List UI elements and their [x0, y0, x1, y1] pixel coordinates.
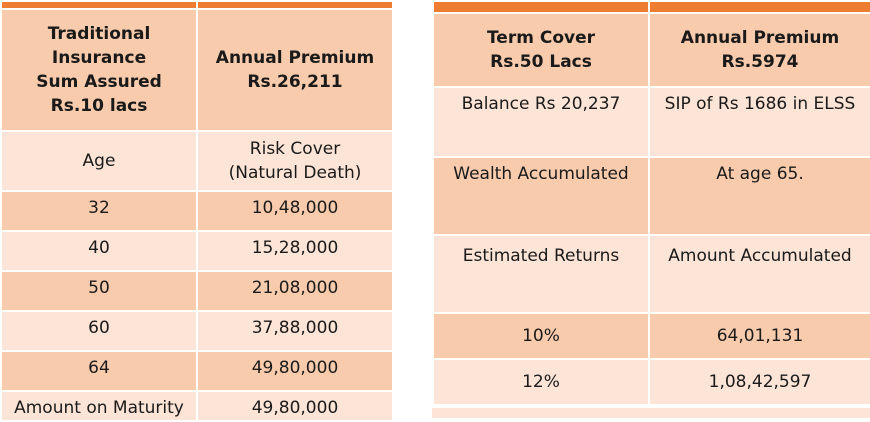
accent-bar — [649, 1, 870, 13]
cover-cell: 15,28,000 — [197, 231, 393, 271]
age-cell: 32 — [1, 191, 197, 231]
table-row — [1, 271, 393, 311]
header-line: Traditional — [47, 24, 151, 44]
maturity-row — [1, 391, 393, 421]
returns-label-cell: Estimated Returns — [433, 235, 649, 313]
age-cell: 64 — [1, 351, 197, 391]
cover-cell: 10,48,000 — [197, 191, 393, 231]
cover-cell: 21,08,000 — [197, 271, 393, 311]
maturity-value: 49,80,000 — [197, 391, 393, 421]
sip-cell: SIP of Rs 1686 in ELSS — [649, 87, 870, 157]
term-cover-table — [432, 0, 870, 406]
table-row — [433, 157, 870, 235]
header-line: Rs.10 lacs — [50, 96, 148, 116]
age-cell: At age 65. — [649, 157, 870, 235]
header-line: Annual Premium — [215, 48, 375, 68]
accent-bar — [197, 1, 393, 9]
header-line: Rs.50 Lacs — [490, 52, 592, 72]
table-row — [433, 235, 870, 313]
age-cell: 40 — [1, 231, 197, 271]
balance-cell: Balance Rs 20,237 — [433, 87, 649, 157]
table-row — [433, 87, 870, 157]
table-row — [1, 351, 393, 391]
accent-bar — [1, 1, 197, 9]
rate-cell: 12% — [433, 359, 649, 405]
label-line: Risk Cover — [249, 139, 341, 159]
amount-label-cell: Amount Accumulated — [649, 235, 870, 313]
rate-cell: 10% — [433, 313, 649, 359]
amount-cell: 1,08,42,597 — [649, 359, 870, 405]
maturity-label: Amount on Maturity — [1, 391, 197, 421]
age-label: Age — [1, 131, 197, 191]
table-row — [433, 359, 870, 405]
header-line: Insurance — [51, 48, 147, 68]
risk-cover-label — [197, 131, 393, 191]
header-line: Term Cover — [486, 28, 596, 48]
age-cell: 50 — [1, 271, 197, 311]
annual-premium-header — [197, 9, 393, 131]
table-row — [1, 231, 393, 271]
term-cover-header — [433, 13, 649, 87]
accent-bar — [433, 1, 649, 13]
header-line: Rs.26,211 — [247, 72, 343, 92]
annual-premium-header — [649, 13, 870, 87]
cover-cell: 37,88,000 — [197, 311, 393, 351]
table-row — [433, 313, 870, 359]
header-line: Rs.5974 — [721, 52, 799, 72]
age-cell: 60 — [1, 311, 197, 351]
amount-cell: 64,01,131 — [649, 313, 870, 359]
label-line: (Natural Death) — [228, 163, 362, 183]
table-row — [1, 311, 393, 351]
table-row — [1, 191, 393, 231]
header-line: Annual Premium — [680, 28, 840, 48]
clipped-row — [432, 408, 870, 418]
cover-cell: 49,80,000 — [197, 351, 393, 391]
wealth-label-cell: Wealth Accumulated — [433, 157, 649, 235]
traditional-insurance-header — [1, 9, 197, 131]
traditional-insurance-table — [0, 0, 394, 422]
header-line: Sum Assured — [36, 72, 162, 92]
